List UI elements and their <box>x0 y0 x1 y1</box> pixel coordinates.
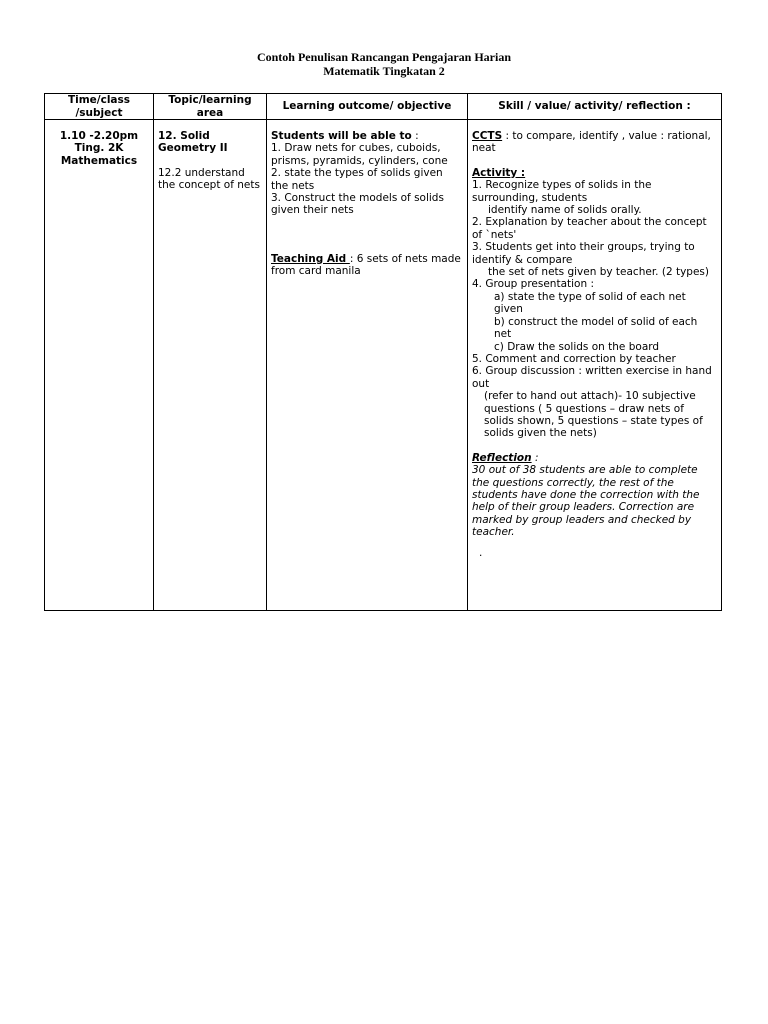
outcome-heading <box>271 130 463 142</box>
header-skill-value-activity: Skill / value/ activity/ reflection : <box>468 94 722 120</box>
outcome-item: 1. Draw nets for cubes, cuboids, prisms, pyramids, cylinders, cone <box>271 142 448 167</box>
activity-item: 1. Recognize types of solids in the surrounding, students <box>472 179 652 204</box>
reflection-heading <box>472 452 717 464</box>
teaching-aid <box>271 253 463 278</box>
activity-list <box>472 179 717 440</box>
main-title: Contoh Penulisan Rancangan Pengajaran Harian <box>256 50 512 64</box>
activity-item: b) construct the model of solid of each net <box>494 315 698 341</box>
topic-title: 12. Solid Geometry II <box>158 130 228 155</box>
reflection-text: 30 out of 38 students are able to complete the questions correctly, the rest of the students have done the correction with the help of their group leaders. Correction are marked by group leaders and checked by teacher. <box>472 464 700 539</box>
table-header-row <box>45 94 722 120</box>
lesson-class: Ting. 2K <box>74 142 124 155</box>
header-topic: Topic/learning area <box>154 94 267 120</box>
cell-time-class-subject <box>45 120 154 611</box>
outcome-heading-suffix: : <box>411 130 419 142</box>
header-time-class-subject: Time/class /subject <box>45 94 154 120</box>
table-row <box>45 120 722 611</box>
lesson-time: 1.10 -2.20pm <box>59 130 139 142</box>
document-title <box>0 50 768 78</box>
activity-item: 3. Students get into their groups, trying to identify & compare <box>472 241 695 266</box>
cell-topic <box>154 120 267 611</box>
outcome-heading-label: Students will be able to <box>271 130 412 142</box>
trailing-mark: . <box>479 546 483 559</box>
activity-item: identify name of solids orally. <box>488 204 642 217</box>
reflection-suffix: : <box>531 451 539 464</box>
teaching-aid-label: Teaching Aid <box>271 252 350 265</box>
activity-item: the set of nets given by teacher. (2 types) <box>488 266 709 279</box>
activity-item: a) state the type of solid of each net given <box>494 290 686 316</box>
cell-learning-outcome <box>267 120 468 611</box>
lesson-plan-table <box>44 93 722 611</box>
activity-item: 6. Group discussion : written exercise in hand out <box>472 365 712 390</box>
lesson-subject: Mathematics <box>60 154 138 167</box>
activity-item: 2. Explanation by teacher about the concept of `nets' <box>472 216 707 241</box>
activity-item: 5. Comment and correction by teacher <box>472 352 676 365</box>
activity-item: c) Draw the solids on the board <box>494 340 660 353</box>
subtopic-text: 12.2 understand the concept of nets <box>158 166 260 192</box>
activity-item: (refer to hand out attach)- 10 subjective questions ( 5 questions – draw nets of solids shown, 5 questions – state types of solids given the nets) <box>484 390 703 440</box>
teaching-aid-text: : 6 sets of nets made from card manila <box>271 252 461 278</box>
reflection-label: Reflection <box>472 451 532 464</box>
activity-label: Activity : <box>472 166 526 179</box>
ccts-line <box>472 130 717 155</box>
outcome-item: 3. Construct the models of solids given their nets <box>271 192 444 217</box>
cell-skill-activity-reflection <box>468 120 722 611</box>
outcome-item: 2. state the types of solids given the nets <box>271 167 443 192</box>
header-learning-outcome: Learning outcome/ objective <box>267 94 468 120</box>
sub-title: Matematik Tingkatan 2 <box>323 64 445 78</box>
ccts-text: : to compare, identify , value : rational, neat <box>472 130 711 155</box>
ccts-label: CCTS <box>472 130 503 142</box>
activity-item: 4. Group presentation : <box>472 278 594 291</box>
